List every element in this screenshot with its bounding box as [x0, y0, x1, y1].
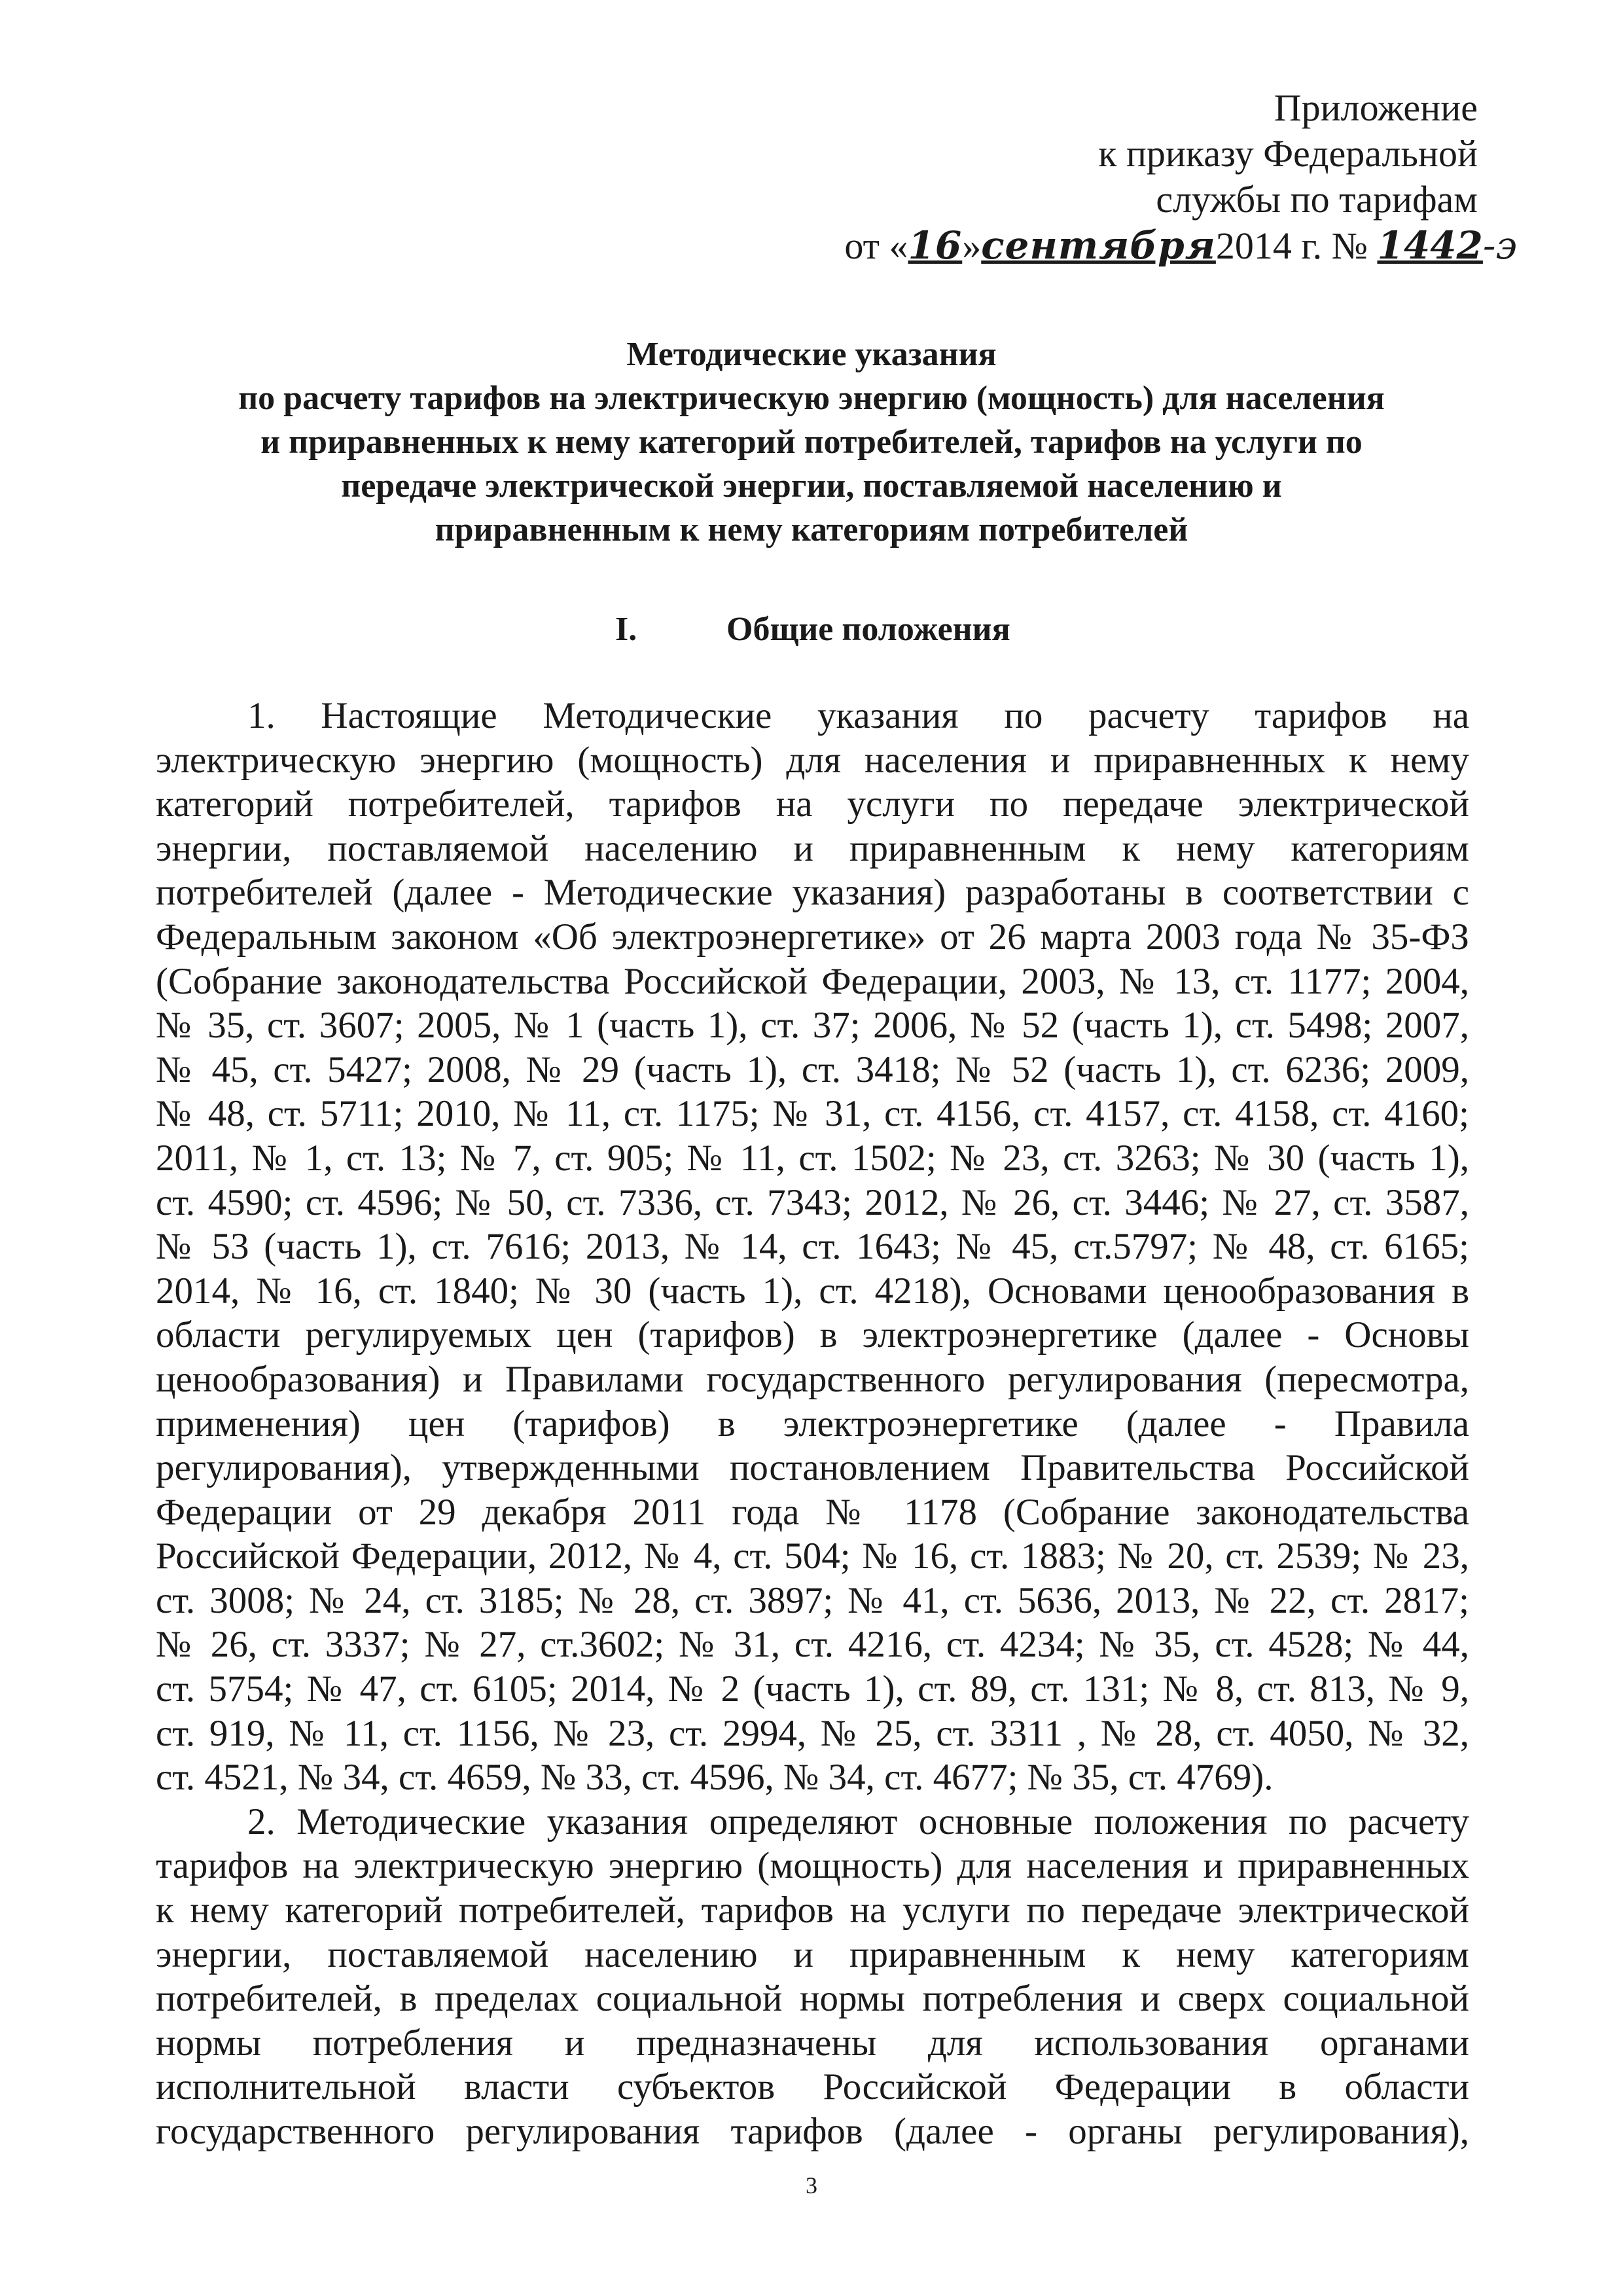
date-prefix: от «: [844, 224, 908, 267]
paragraph-line: потребителей, в пределах социальной нормы потребления и сверх социальной: [156, 1978, 1469, 2020]
paragraph-line: ст. 4521, № 34, ст. 4659, № 33, ст. 4596, № 34, ст. 4677; № 35, ст. 4769).: [156, 1757, 1274, 1799]
paragraph-line: области регулируемых цен (тарифов) в электроэнергетике (далее - Основы: [156, 1314, 1469, 1356]
paragraph-line: № 26, ст. 3337; № 27, ст.3602; № 31, ст. 4216, ст. 4234; № 35, ст. 4528; № 44,: [156, 1624, 1469, 1666]
title-line: и приравненных к нему категорий потребителей, тарифов на услуги по: [260, 423, 1363, 461]
paragraph-line: ст. 3008; № 24, ст. 3185; № 28, ст. 3897; № 41, ст. 5636, 2013, № 22, ст. 2817;: [156, 1579, 1469, 1621]
appendix-block: [844, 85, 1517, 269]
paragraph-line: 2011, № 1, ст. 13; № 7, ст. 905; № 11, ст. 1502; № 23, ст. 3263; № 30 (часть 1),: [156, 1137, 1469, 1179]
handwritten-order-number: 1442: [1377, 223, 1483, 268]
paragraph-line: энергии, поставляемой населению и приравненным к нему категориям: [156, 827, 1469, 869]
paragraph-line: № 45, ст. 5427; 2008, № 29 (часть 1), ст. 3418; № 52 (часть 1), ст. 6236; 2009,: [156, 1049, 1469, 1090]
paragraph-line: Федерации от 29 декабря 2011 года № 1178 (Собрание законодательства: [156, 1491, 1469, 1533]
title-line: Методические указания: [626, 336, 997, 373]
paragraph-line: 1. Настоящие Методические указания по расчету тарифов на: [247, 695, 1469, 736]
paragraph-line: применения) цен (тарифов) в электроэнергетике (далее - Правила: [156, 1403, 1469, 1444]
appendix-title: Приложение: [1274, 86, 1478, 129]
paragraph-line: ст. 919, № 11, ст. 1156, № 23, ст. 2994, № 25, ст. 3311 , № 28, ст. 4050, № 32,: [156, 1712, 1469, 1754]
paragraph-line: 2014, № 16, ст. 1840; № 30 (часть 1), ст. 4218), Основами ценообразования в: [156, 1270, 1469, 1312]
handwritten-day: 16: [908, 223, 963, 268]
paragraph-line: государственного регулирования тарифов (далее - органы регулирования),: [156, 2111, 1469, 2152]
paragraph-line: энергии, поставляемой населению и приравненным к нему категориям: [156, 1933, 1469, 1975]
section-number: I.: [615, 611, 637, 648]
date-year: 2014 г. №: [1215, 224, 1368, 267]
paragraph-line: (Собрание законодательства Российской Федерации, 2003, № 13, ст. 1177; 2004,: [156, 960, 1469, 1002]
paragraph-line: нормы потребления и предназначены для использования органами: [156, 2022, 1469, 2064]
paragraph-line: Российской Федерации, 2012, № 4, ст. 504; № 16, ст. 1883; № 20, ст. 2539; № 23,: [156, 1535, 1469, 1577]
paragraph-line: Федеральным законом «Об электроэнергетике» от 26 марта 2003 года № 35-ФЗ: [156, 916, 1469, 958]
section-title: Общие положения: [726, 611, 1010, 648]
paragraph-line: исполнительной власти субъектов Российской Федерации в области: [156, 2066, 1469, 2108]
paragraph-line: ст. 4590; ст. 4596; № 50, ст. 7336, ст. 7343; 2012, № 26, ст. 3446; № 27, ст. 3587,: [156, 1181, 1469, 1223]
paragraph-line: № 53 (часть 1), ст. 7616; 2013, № 14, ст. 1643; № 45, ст.5797; № 48, ст. 6165;: [156, 1226, 1469, 1268]
paragraph-line: потребителей (далее - Методические указания) разработаны в соответствии с: [156, 872, 1469, 914]
appendix-service-name: службы по тарифам: [1156, 178, 1478, 221]
paragraph-line: к нему категорий потребителей, тарифов на услуги по передаче электрической: [156, 1890, 1469, 1931]
paragraph-line: ценообразования) и Правилами государственного регулирования (пересмотра,: [156, 1358, 1469, 1400]
title-line: передаче электрической энергии, поставляемой населению и: [341, 467, 1282, 505]
paragraph-line: тарифов на электрическую энергию (мощность) для населения и приравненных: [156, 1845, 1469, 1887]
handwritten-order-suffix: -э: [1482, 223, 1517, 268]
title-line: приравненным к нему категориям потребителей: [435, 511, 1188, 548]
paragraph-line: № 35, ст. 3607; 2005, № 1 (часть 1), ст. 37; 2006, № 52 (часть 1), ст. 5498; 2007,: [156, 1005, 1469, 1047]
title-line: по расчету тарифов на электрическую энергию (мощность) для населения: [238, 380, 1385, 417]
appendix-order-ref: к приказу Федеральной: [1098, 132, 1478, 175]
paragraph-line: категорий потребителей, тарифов на услуги по передаче электрической: [156, 783, 1469, 825]
paragraph-line: электрическую энергию (мощность) для населения и приравненных к нему: [156, 739, 1469, 781]
paragraph-line: 2. Методические указания определяют основные положения по расчету: [247, 1801, 1469, 1842]
paragraph-line: регулирования), утвержденными постановлением Правительства Российской: [156, 1447, 1469, 1489]
paragraph-line: № 48, ст. 5711; 2010, № 11, ст. 1175; № 31, ст. 4156, ст. 4157, ст. 4158, ст. 4160;: [156, 1093, 1469, 1135]
paragraph-line: ст. 5754; № 47, ст. 6105; 2014, № 2 (часть 1), ст. 89, ст. 131; № 8, ст. 813, № 9,: [156, 1668, 1469, 1710]
section-heading: [615, 609, 1010, 651]
appendix-date-line: [844, 223, 1517, 269]
body-text: [156, 694, 1469, 2154]
handwritten-month: сентября: [981, 223, 1216, 268]
page-number: 3: [806, 2172, 817, 2198]
date-mid: »: [962, 224, 982, 267]
document-title: [157, 332, 1466, 552]
